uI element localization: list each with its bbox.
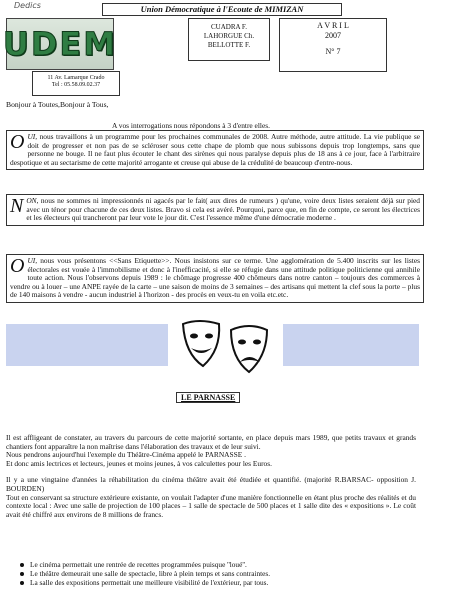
dropcap: O — [10, 131, 25, 153]
dropcap: O — [10, 255, 25, 277]
paragraph-oui-programme — [6, 130, 424, 170]
body-paragraph: Il est affligeant de constater, au travers du parcours de cette majorité sortante, en place depuis mars 1989, que petits travaux et grands chantiers font apparaître la non maîtrise dans l'élaboration des travaux et de leur suivi. — [6, 433, 416, 451]
lead-word: UI, — [27, 132, 38, 141]
udem-logo — [2, 18, 118, 70]
contact-box — [32, 71, 120, 96]
author-1: CUADRA F. — [210, 23, 247, 31]
author-3: BELLOTTE F. — [207, 41, 251, 49]
list-item: Le théâtre demeurait une salle de spectacle, libre à plein temps et sans contraintes. — [20, 569, 410, 578]
lead-word: UI, — [27, 256, 38, 265]
bullet-icon — [20, 572, 24, 576]
issue-box — [279, 18, 387, 72]
theatre-masks-icon — [175, 316, 275, 380]
issue-month: A V R I L — [317, 21, 349, 30]
body-paragraph: Tout en conservant sa structure extérieure existante, on voulait l'adapter d'une manière fonctionnelle en étant plus proche des réalités et du contexte local : Avec une salle de projection de 100 places – 1 salle de spectacle de 500 places et 1 salle dite des « expositions ». Le coût avait été chiffré aux environs de 8 millions de francs. — [6, 492, 416, 519]
decorative-band-right — [283, 324, 419, 366]
issue-year: 2007 — [325, 31, 341, 40]
issue-number: N° 7 — [325, 47, 341, 56]
author-2: LAHORGUE Ch. — [203, 32, 255, 40]
body-paragraph: Et donc amis lectrices et lecteurs, jeunes et moins jeunes, à vos calculettes pour les Euros. — [6, 458, 272, 468]
salutation: Bonjour à Toutes,Bonjour à Tous, — [6, 100, 109, 109]
section-title: LE PARNASSE — [176, 392, 240, 403]
bullet-icon — [20, 563, 24, 567]
dropcap: N — [10, 195, 24, 217]
logo-text: UDEM — [2, 25, 118, 63]
lead-word: ON, — [26, 196, 39, 205]
bullet-list — [20, 560, 410, 587]
phone: Tel : 05.58.09.02.37 — [51, 82, 101, 88]
paragraph-text: nous vous présentons <<Sans Etiquette>>. Nous insistons sur ce terme. Une agglomération de 5.400 inscrits sur les listes électorales est vouée à l'immobilisme et donc à l'inefficacité, si elle se réfugie dans une attitude politique politicienne qui annihile toute action. Nous l'observons depuis 1989 : le chômage progresse 400 chômeurs dans notre canton – toujours des commerces à vendre ou à louer – une ANPE rayée de la carte – une saison de moins de 3 semaines – des artisans qui mettent la clef sous la porte – plus de 140 maisons à vendre - aucun industriel à l'horizon - des procès en veux-tu en voila etc.etc. — [10, 256, 420, 300]
body-text — [6, 434, 416, 519]
intro-line: A vos interrogations nous répondons à 3 d'entre elles. — [112, 121, 270, 130]
paragraph-text: nous ne sommes ni impressionnés ni agacés par le fait( aux dires de rumeurs ) qu'une, voire deux listes seraient déjà sur pied avec un ténor pour chacune de ces deux listes. Bravo si cela est avéré. Pourquoi, parce que, en fin de compte, ce seront les électrices et les électeurs qui trancheront par leur vote le jour dit. C'est l'essence même d'une démocratie moderne . — [26, 196, 420, 223]
paragraph-non-rumeurs — [6, 194, 424, 226]
body-paragraph: Il y a une vingtaine d'années la réhabilitation du cinéma théâtre avait été étudiée et quantifié. (majorité R.BARSAC- opposition J. BOURDEN) — [6, 475, 416, 493]
list-item: Le cinéma permettait une rentrée de recettes programmées puisque ''loué''. — [20, 560, 410, 569]
authors-box — [188, 18, 270, 61]
decorative-band-left — [6, 324, 168, 366]
bullet-icon — [20, 581, 24, 585]
organization-name: Union Démocratique à l'Ecoute de MIMIZAN — [102, 3, 342, 16]
paragraph-sans-etiquette — [6, 254, 424, 303]
paragraph-text: nous travaillons à un programme pour les prochaines communales de 2008. Autre méthode, autre attitude. La vie publique se doit de progresser et non pas de se scléroser sous cette chape de plomb que nous subissons depuis trop longtemps, sans que personne ne bouge. Il ne faut plus écouter le chant des sirènes qui nous paralyse depuis plus de 18 ans à ce jour, face à l'arbitraire despotique et au sectarisme de cette majorité arrogante et creuse qui abuse de la crédulité de beaucoup d'entre-nous. — [10, 132, 420, 167]
list-item: La salle des expositions permettait une meilleure visibilité de l'extérieur, par tous. — [20, 578, 410, 587]
address: 11 Av. Lamarque Crado — [47, 75, 105, 81]
body-paragraph: Nous pendrons aujourd'hui l'exemple du Théâtre-Cinéma appelé le PARNASSE . — [6, 450, 246, 460]
handwritten-note: Dedics — [14, 1, 41, 10]
